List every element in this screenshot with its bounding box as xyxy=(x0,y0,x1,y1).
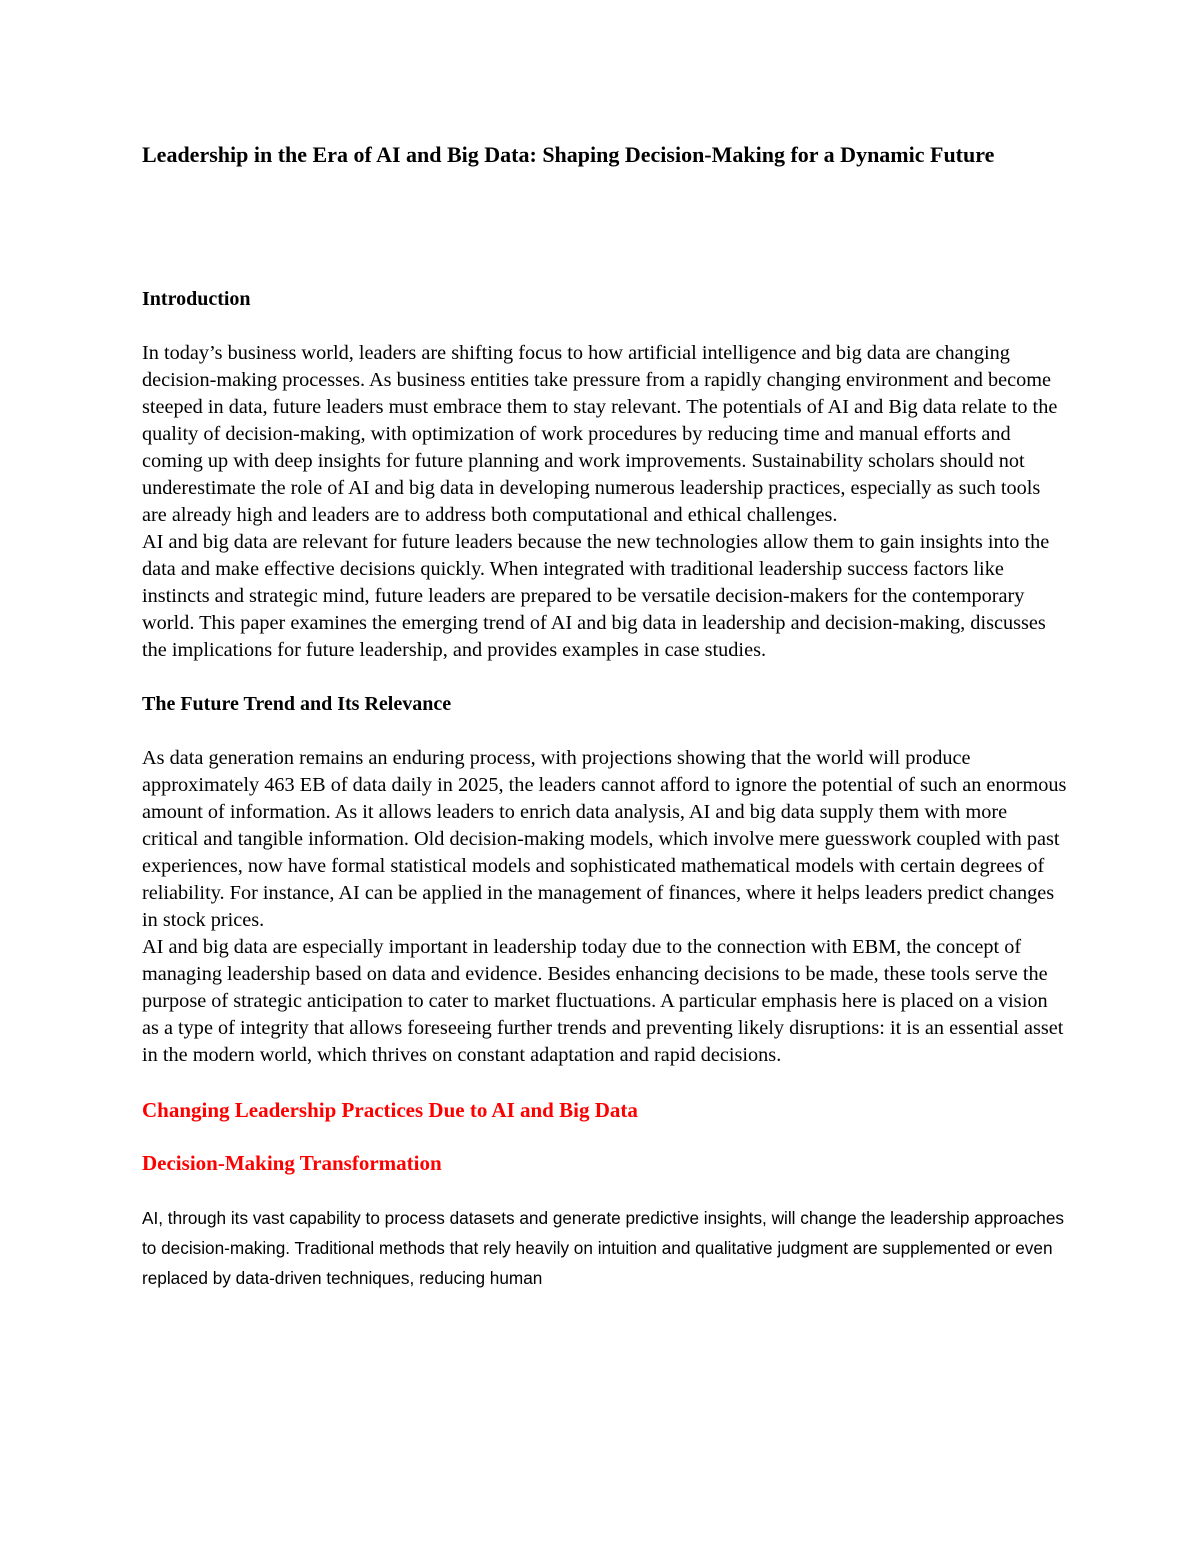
paragraph: AI and big data are especially important in leadership today due to the connection with EBM, the concept of managing leadership based on data and evidence. Besides enhancing decisions to be made, these tools serve the purpose of strategic anticipation to cater to market fluctuations. A particular emphasis here is placed on a vision as a type of integrity that allows foreseeing further trends and preventing likely disruptions: it is an essential asset in the modern world, which thrives on constant adaptation and rapid decisions. xyxy=(142,936,1064,1066)
subsection-heading-decision-making: Decision-Making Transformation xyxy=(142,1151,442,1175)
paragraph: In today’s business world, leaders are shifting focus to how artificial intelligence and big data are changing decision-making processes. As business entities take pressure from a rapidly changing environment and become steeped in data, future leaders must embrace them to stay relevant. The potentials of AI and Big data relate to the quality of decision-making, with optimization of work procedures by reducing time and manual efforts and coming up with deep insights for future planning and work improvements. Sustainability scholars should not underestimate the role of AI and big data in developing numerous leadership practices, especially as such tools are already high and leaders are to address both computational and ethical challenges. xyxy=(142,342,1058,526)
paragraph: AI and big data are relevant for future leaders because the new technologies allow them to gain insights into the data and make effective decisions quickly. When integrated with traditional leadership success factors like instincts and strategic mind, future leaders are prepared to be versatile decision-makers for the contemporary world. This paper examines the emerging trend of AI and big data in leadership and decision-making, discusses the implications for future leadership, and provides examples in case studies. xyxy=(142,531,1050,661)
section-heading-introduction: Introduction xyxy=(142,288,251,310)
document-title: Leadership in the Era of AI and Big Data: Shaping Decision-Making for a Dynamic Future xyxy=(142,142,995,167)
section-heading-future-trend: The Future Trend and Its Relevance xyxy=(142,693,452,715)
document-body xyxy=(142,140,1067,1293)
paragraph: As data generation remains an enduring process, with projections showing that the world will produce approximately 463 EB of data daily in 2025, the leaders cannot afford to ignore the potential of such an enormous amount of information. As it allows leaders to enrich data analysis, AI and big data supply them with more critical and tangible information. Old decision-making models, which involve mere guesswork coupled with past experiences, now have formal statistical models and sophisticated mathematical models with certain degrees of reliability. For instance, AI can be applied in the management of finances, where it helps leaders predict changes in stock prices. xyxy=(142,747,1067,931)
section-heading-changing-practices: Changing Leadership Practices Due to AI and Big Data xyxy=(142,1098,638,1122)
paragraph: AI, through its vast capability to process datasets and generate predictive insights, will change the leadership approaches to decision-making. Traditional methods that rely heavily on intuition and qualitative judgment are supplemented or even replaced by data-driven techniques, reducing human xyxy=(142,1208,1064,1288)
